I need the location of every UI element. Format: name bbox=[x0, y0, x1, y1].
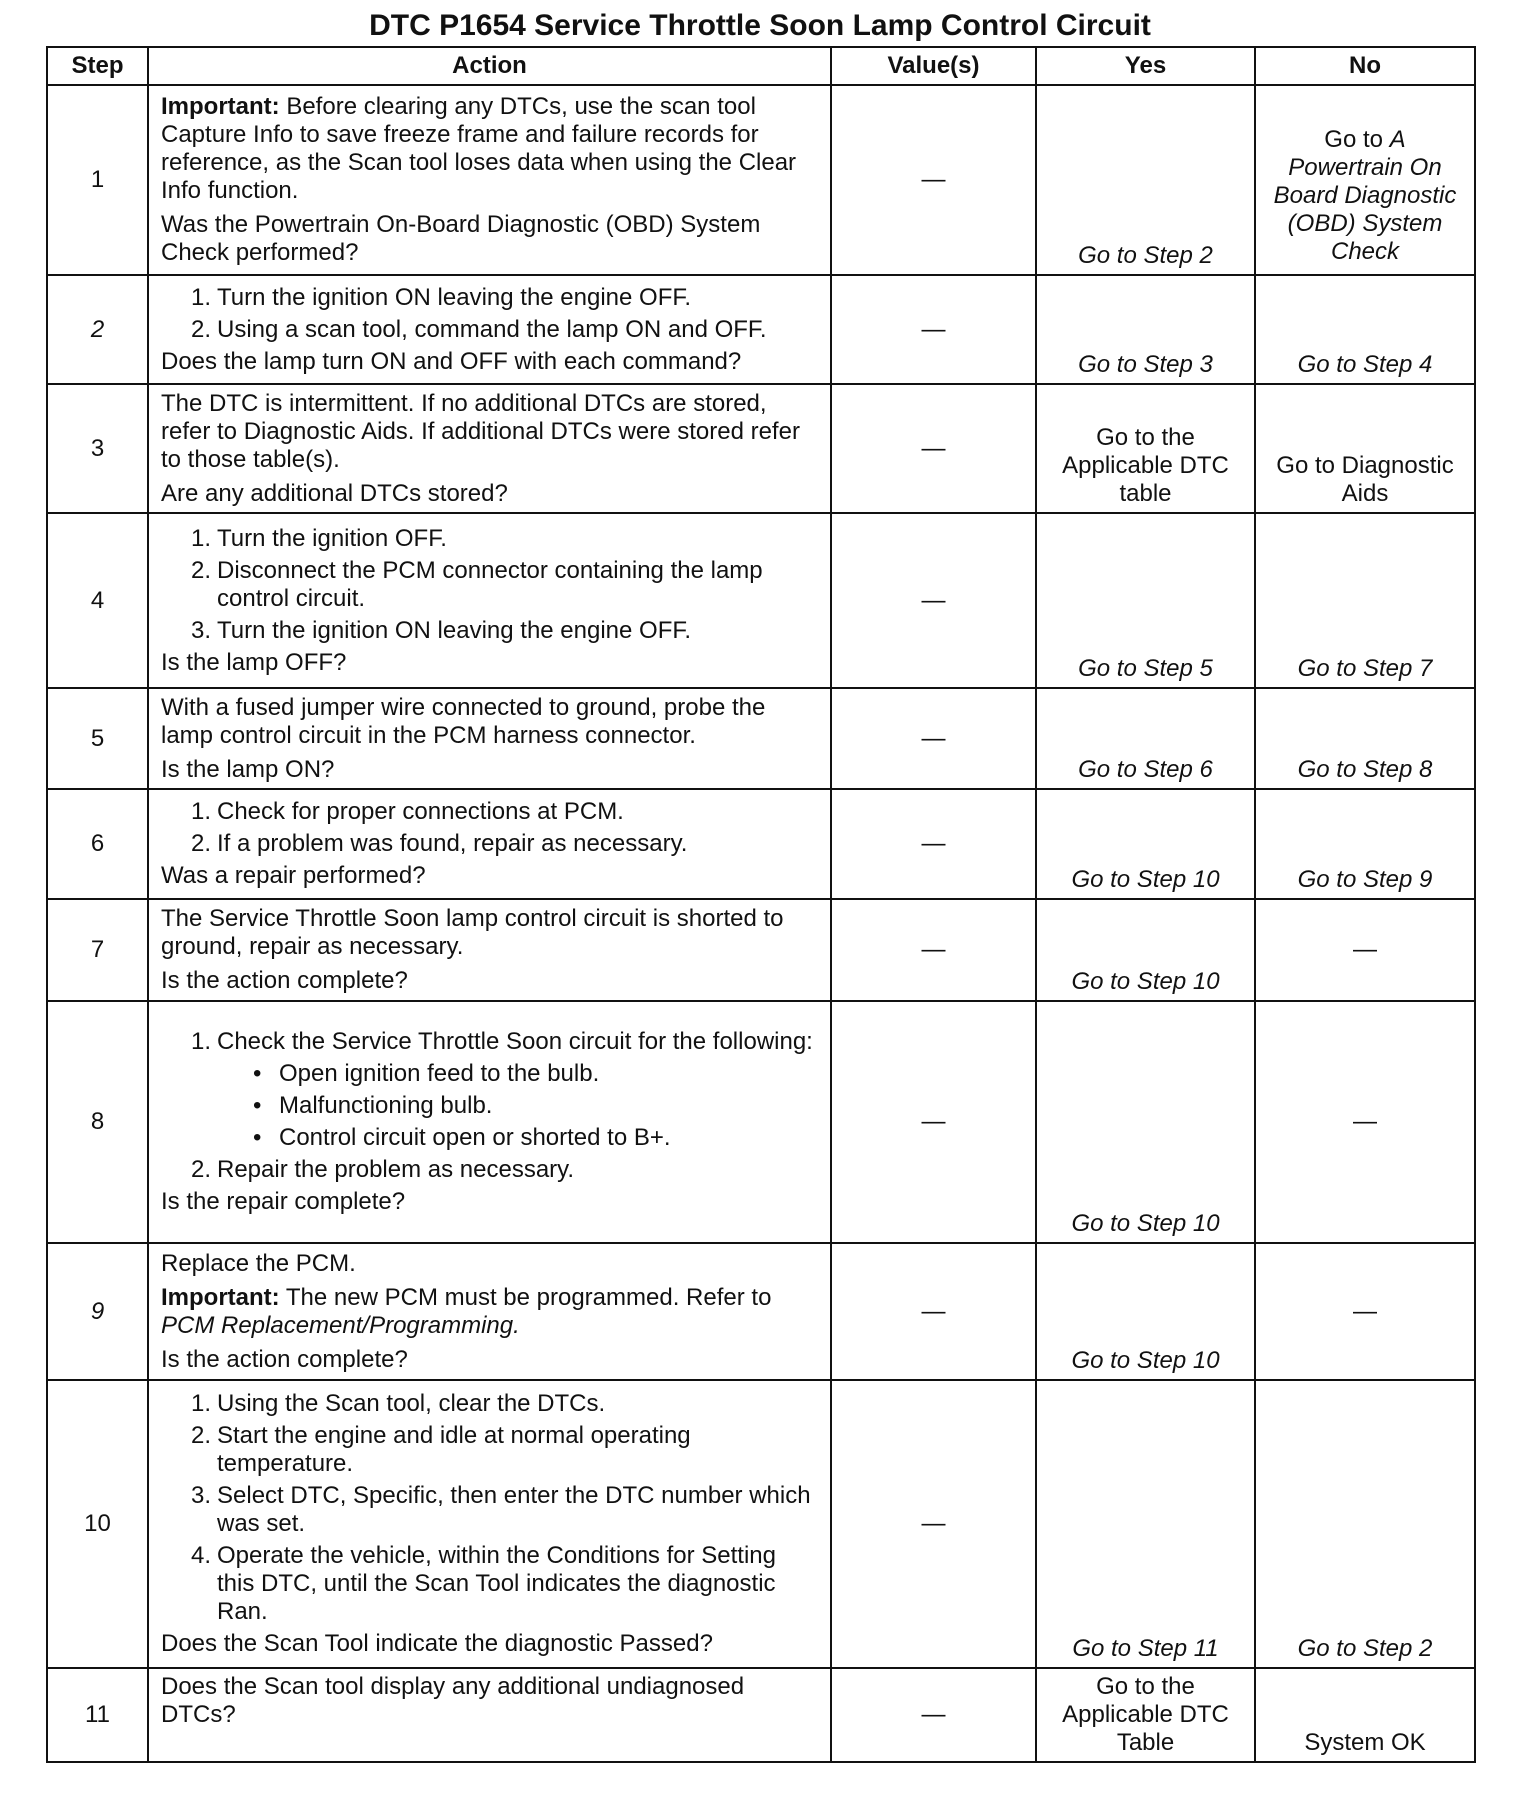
list-item: 2. If a problem was found, repair as necessary. bbox=[190, 830, 688, 857]
table-row bbox=[47, 1243, 1475, 1380]
header-step: Step bbox=[47, 47, 148, 85]
question: Does the lamp turn ON and OFF with each command? bbox=[161, 347, 742, 375]
important-note bbox=[161, 1284, 818, 1340]
action-cell bbox=[148, 688, 831, 789]
list-item: 2. Start the engine and idle at normal operating temperature. bbox=[190, 1422, 691, 1477]
action-cell bbox=[148, 1001, 831, 1243]
no-cell: Go to Step 8 bbox=[1255, 688, 1475, 789]
action-list bbox=[161, 798, 818, 858]
important-label: Important: bbox=[161, 93, 280, 120]
header-values: Value(s) bbox=[831, 47, 1036, 85]
question: Is the repair complete? bbox=[161, 1188, 406, 1215]
question: Is the lamp OFF? bbox=[161, 648, 347, 676]
values-cell: — bbox=[831, 513, 1036, 688]
values-cell: — bbox=[831, 85, 1036, 275]
list-item: 1. Check for proper connections at PCM. bbox=[190, 798, 624, 825]
important-label: Important: bbox=[161, 1283, 280, 1311]
action-list bbox=[161, 1390, 818, 1626]
yes-cell: Go to Step 10 bbox=[1036, 899, 1255, 1001]
important-text: Before clearing any DTCs, use the scan tool Capture Info to save freeze frame and failure records for reference, as the Scan tool loses data when using the Clear Info function. bbox=[161, 93, 797, 204]
action-cell bbox=[148, 384, 831, 513]
list-item: 1. Turn the ignition OFF. bbox=[190, 524, 447, 552]
step-number: 4 bbox=[47, 513, 148, 688]
question: Does the Scan tool display any additional undiagnosed DTCs? bbox=[161, 1673, 745, 1728]
no-reference: A Powertrain On Board Diagnostic (OBD) System Check bbox=[1273, 126, 1457, 265]
table-header-row bbox=[47, 47, 1475, 85]
list-item: 2. Disconnect the PCM connector containing the lamp control circuit. bbox=[190, 556, 763, 612]
question: Is the lamp ON? bbox=[161, 755, 335, 783]
no-cell: Go to Step 7 bbox=[1255, 513, 1475, 688]
step-number: 10 bbox=[47, 1380, 148, 1668]
no-prefix: Go to bbox=[1324, 126, 1390, 153]
table-row bbox=[47, 1668, 1475, 1762]
action-cell bbox=[148, 85, 831, 275]
values-cell: — bbox=[831, 1001, 1036, 1243]
step-number: 5 bbox=[47, 688, 148, 789]
yes-cell: Go to the Applicable DTC Table bbox=[1036, 1668, 1255, 1762]
table-row bbox=[47, 275, 1475, 384]
yes-cell: Go to the Applicable DTC table bbox=[1036, 384, 1255, 513]
bullet-list bbox=[217, 1060, 818, 1152]
no-cell: Go to Step 9 bbox=[1255, 789, 1475, 899]
no-cell: System OK bbox=[1255, 1668, 1475, 1762]
action-text: Replace the PCM. bbox=[161, 1249, 356, 1277]
diagnostic-table bbox=[46, 46, 1476, 1763]
action-cell bbox=[148, 789, 831, 899]
action-text: The Service Throttle Soon lamp control circuit is shorted to ground, repair as necessary. bbox=[161, 905, 784, 960]
step-number: 3 bbox=[47, 384, 148, 513]
values-cell: — bbox=[831, 1380, 1036, 1668]
header-yes: Yes bbox=[1036, 47, 1255, 85]
yes-cell: Go to Step 6 bbox=[1036, 688, 1255, 789]
table-row bbox=[47, 899, 1475, 1001]
bullet-item: • Malfunctioning bulb. bbox=[253, 1092, 493, 1119]
no-cell: — bbox=[1255, 899, 1475, 1001]
bullet-item: • Open ignition feed to the bulb. bbox=[253, 1060, 600, 1087]
action-list bbox=[161, 525, 818, 645]
yes-cell: Go to Step 10 bbox=[1036, 1001, 1255, 1243]
question: Is the action complete? bbox=[161, 967, 408, 994]
bullet-item: • Control circuit open or shorted to B+. bbox=[253, 1124, 671, 1151]
no-cell: — bbox=[1255, 1243, 1475, 1380]
values-cell: — bbox=[831, 1243, 1036, 1380]
table-row bbox=[47, 384, 1475, 513]
important-text: The new PCM must be programmed. Refer to bbox=[279, 1283, 772, 1311]
yes-cell: Go to Step 11 bbox=[1036, 1380, 1255, 1668]
table-row bbox=[47, 789, 1475, 899]
values-cell: — bbox=[831, 1668, 1036, 1762]
action-list bbox=[161, 284, 818, 344]
no-cell: Go to Step 2 bbox=[1255, 1380, 1475, 1668]
step-number: 9 bbox=[47, 1243, 148, 1380]
values-cell: — bbox=[831, 899, 1036, 1001]
table-row bbox=[47, 1001, 1475, 1243]
action-list bbox=[161, 1028, 818, 1184]
list-item: 2. Repair the problem as necessary. bbox=[190, 1156, 575, 1183]
values-cell: — bbox=[831, 688, 1036, 789]
step-number: 6 bbox=[47, 789, 148, 899]
step-number: 7 bbox=[47, 899, 148, 1001]
no-cell: Go to Diagnostic Aids bbox=[1255, 384, 1475, 513]
action-cell bbox=[148, 275, 831, 384]
yes-cell: Go to Step 2 bbox=[1036, 85, 1255, 275]
list-item: 1. Turn the ignition ON leaving the engine OFF. bbox=[190, 283, 692, 311]
important-reference: PCM Replacement/Programming. bbox=[161, 1311, 520, 1339]
values-cell: — bbox=[831, 789, 1036, 899]
question: Was a repair performed? bbox=[161, 862, 426, 889]
page-title: DTC P1654 Service Throttle Soon Lamp Control Circuit bbox=[369, 9, 1151, 42]
step-number: 11 bbox=[47, 1668, 148, 1762]
no-cell bbox=[1255, 85, 1475, 275]
header-no: No bbox=[1255, 47, 1475, 85]
action-cell bbox=[148, 1243, 831, 1380]
yes-cell: Go to Step 5 bbox=[1036, 513, 1255, 688]
question: Does the Scan Tool indicate the diagnostic Passed? bbox=[161, 1630, 713, 1657]
question: Was the Powertrain On-Board Diagnostic (OBD) System Check performed? bbox=[161, 211, 761, 266]
action-cell bbox=[148, 1668, 831, 1762]
values-cell: — bbox=[831, 384, 1036, 513]
list-item: 2. Using a scan tool, command the lamp ON and OFF. bbox=[190, 315, 767, 343]
action-cell bbox=[148, 899, 831, 1001]
question: Are any additional DTCs stored? bbox=[161, 479, 508, 507]
important-note bbox=[161, 93, 818, 205]
yes-cell: Go to Step 3 bbox=[1036, 275, 1255, 384]
values-cell: — bbox=[831, 275, 1036, 384]
question: Is the action complete? bbox=[161, 1345, 408, 1373]
action-text: The DTC is intermittent. If no additional DTCs are stored, refer to Diagnostic Aids. If additional DTCs were stored refer to those table(s). bbox=[161, 389, 800, 473]
list-item: 3. Select DTC, Specific, then enter the DTC number which was set. bbox=[190, 1482, 811, 1537]
table-row bbox=[47, 85, 1475, 275]
list-item: 3. Turn the ignition ON leaving the engine OFF. bbox=[190, 616, 692, 644]
yes-cell: Go to Step 10 bbox=[1036, 789, 1255, 899]
header-action: Action bbox=[148, 47, 831, 85]
list-item: 1. Check the Service Throttle Soon circuit for the following: • Open ignition feed to the bulb. • Malfunctioning bulb. • Control circuit open or shorted to B+. bbox=[161, 1028, 818, 1152]
action-cell bbox=[148, 513, 831, 688]
table-row bbox=[47, 513, 1475, 688]
list-item: 4. Operate the vehicle, within the Conditions for Setting this DTC, until the Scan Tool indicates the diagnostic Ran. bbox=[190, 1542, 776, 1625]
step-number: 8 bbox=[47, 1001, 148, 1243]
step-number: 2 bbox=[47, 275, 148, 384]
list-item: 1. Using the Scan tool, clear the DTCs. bbox=[190, 1390, 606, 1417]
step-number: 1 bbox=[47, 85, 148, 275]
no-cell: Go to Step 4 bbox=[1255, 275, 1475, 384]
table-row bbox=[47, 1380, 1475, 1668]
action-cell bbox=[148, 1380, 831, 1668]
yes-cell: Go to Step 10 bbox=[1036, 1243, 1255, 1380]
table-row bbox=[47, 688, 1475, 789]
no-cell: — bbox=[1255, 1001, 1475, 1243]
action-text: With a fused jumper wire connected to ground, probe the lamp control circuit in the PCM harness connector. bbox=[161, 693, 766, 749]
